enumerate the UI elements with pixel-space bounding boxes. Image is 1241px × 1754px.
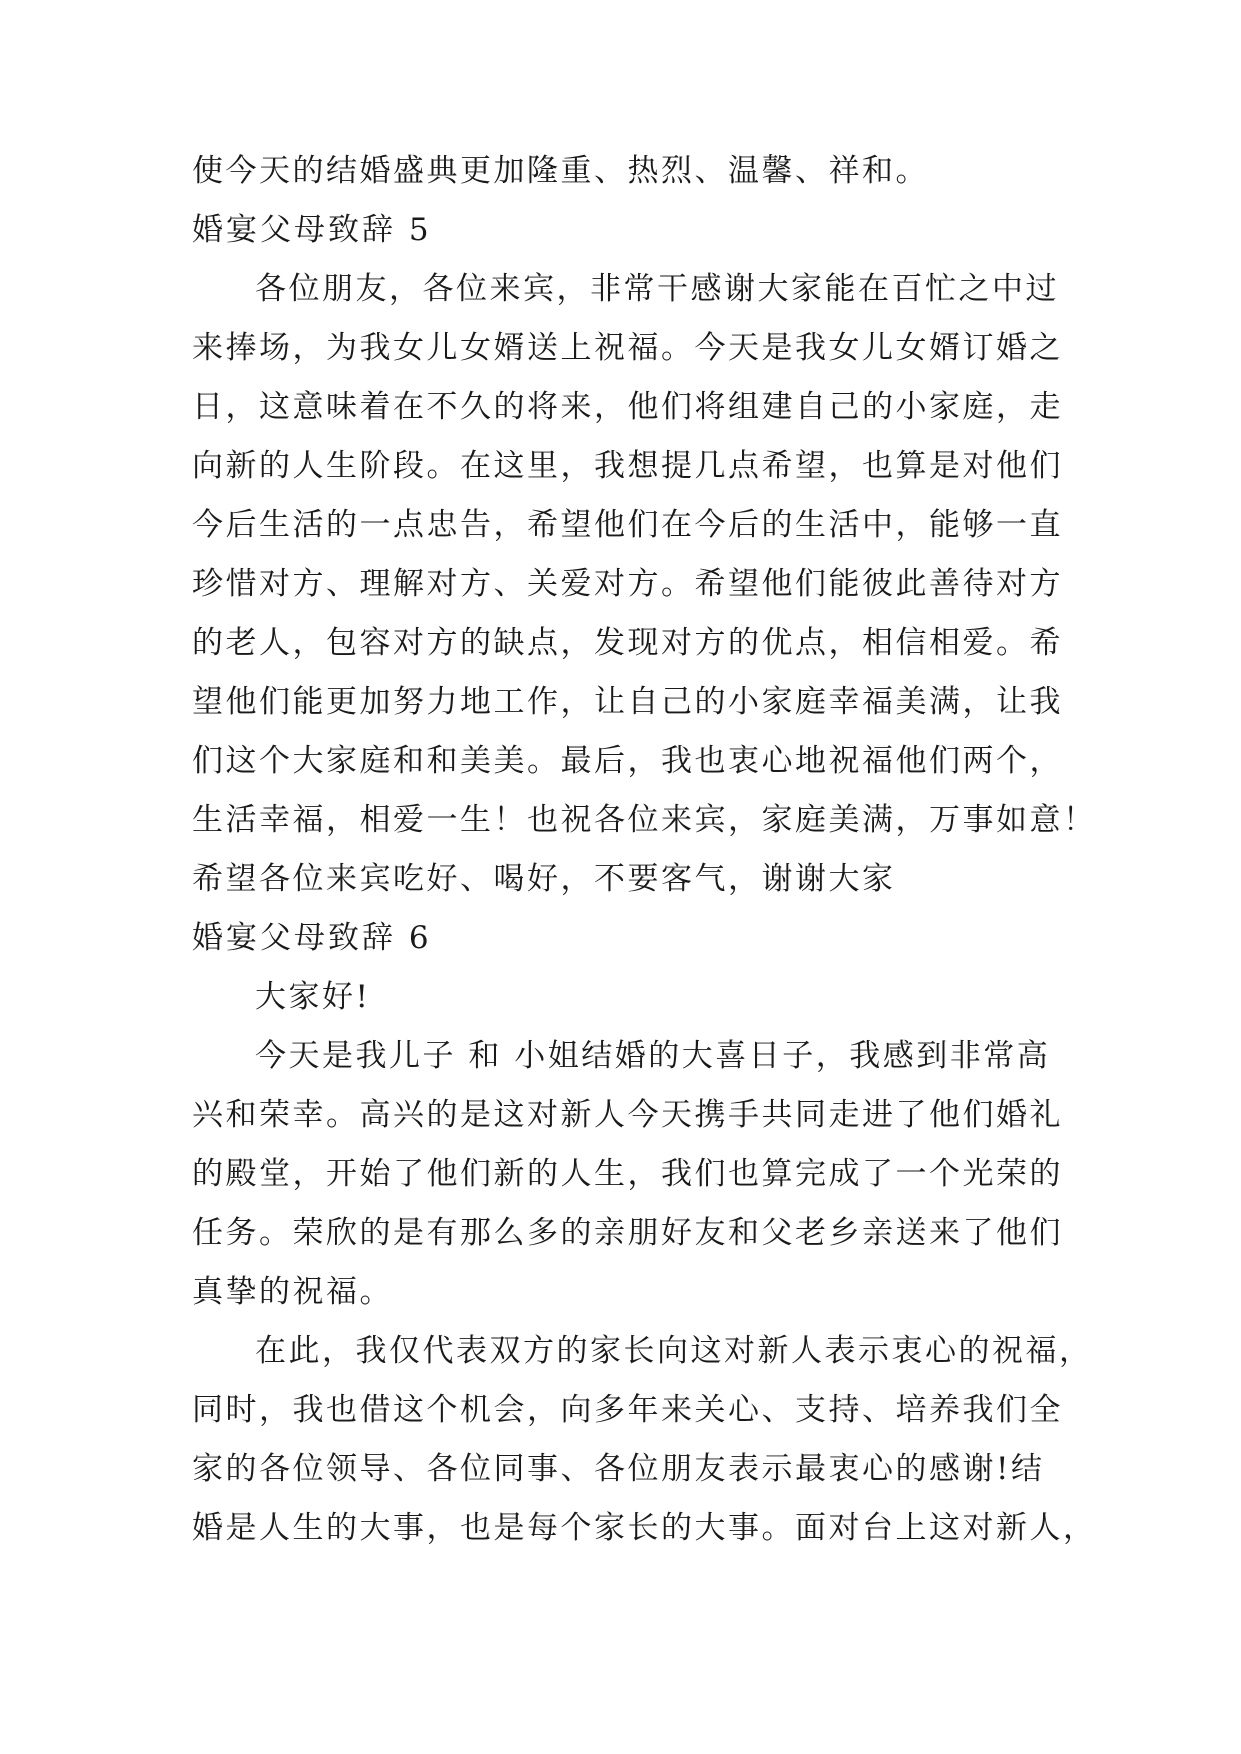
paragraph-line: 真挚的祝福。 — [192, 1274, 393, 1310]
paragraph-line: 使今天的结婚盛典更加隆重、热烈、温馨、祥和。 — [192, 153, 929, 189]
paragraph-line: 的殿堂，开始了他们新的人生，我们也算完成了一个光荣的 — [192, 1156, 1063, 1192]
paragraph-line: 来捧场，为我女儿女婿送上祝福。今天是我女儿女婿订婚之 — [192, 330, 1063, 366]
paragraph-line: 兴和荣幸。高兴的是这对新人今天携手共同走进了他们婚礼 — [192, 1097, 1063, 1133]
paragraph-line: 婚是人生的大事，也是每个家长的大事。面对台上这对新人， — [192, 1510, 1097, 1546]
section-heading: 婚宴父母致辞 5 — [192, 212, 432, 248]
paragraph-line: 今天是我儿子 和 小姐结婚的大喜日子，我感到非常高 — [255, 1038, 1051, 1074]
paragraph-line: 日，这意味着在不久的将来，他们将组建自己的小家庭，走 — [192, 389, 1063, 425]
paragraph-line: 同时，我也借这个机会，向多年来关心、支持、培养我们全 — [192, 1392, 1063, 1428]
greeting-line: 大家好! — [255, 979, 371, 1015]
paragraph-line: 望他们能更加努力地工作，让自己的小家庭幸福美满，让我 — [192, 684, 1063, 720]
paragraph-line: 家的各位领导、各位同事、各位朋友表示最衷心的感谢!结 — [192, 1451, 1045, 1487]
paragraph-line: 在此，我仅代表双方的家长向这对新人表示衷心的祝福， — [255, 1333, 1093, 1369]
paragraph-line: 各位朋友，各位来宾，非常干感谢大家能在百忙之中过 — [255, 271, 1059, 307]
paragraph-line: 珍惜对方、理解对方、关爱对方。希望他们能彼此善待对方 — [192, 566, 1063, 602]
paragraph-line: 向新的人生阶段。在这里，我想提几点希望，也算是对他们 — [192, 448, 1063, 484]
paragraph-line: 的老人，包容对方的缺点，发现对方的优点，相信相爱。希 — [192, 625, 1063, 661]
paragraph-line: 任务。荣欣的是有那么多的亲朋好友和父老乡亲送来了他们 — [192, 1215, 1063, 1251]
paragraph-line: 们这个大家庭和和美美。最后，我也衷心地祝福他们两个， — [192, 743, 1063, 779]
paragraph-line: 生活幸福，相爱一生！也祝各位来宾，家庭美满，万事如意！ — [192, 802, 1097, 838]
paragraph-line: 今后生活的一点忠告，希望他们在今后的生活中，能够一直 — [192, 507, 1063, 543]
section-heading: 婚宴父母致辞 6 — [192, 920, 432, 956]
paragraph-line: 希望各位来宾吃好、喝好，不要客气，谢谢大家 — [192, 861, 896, 897]
